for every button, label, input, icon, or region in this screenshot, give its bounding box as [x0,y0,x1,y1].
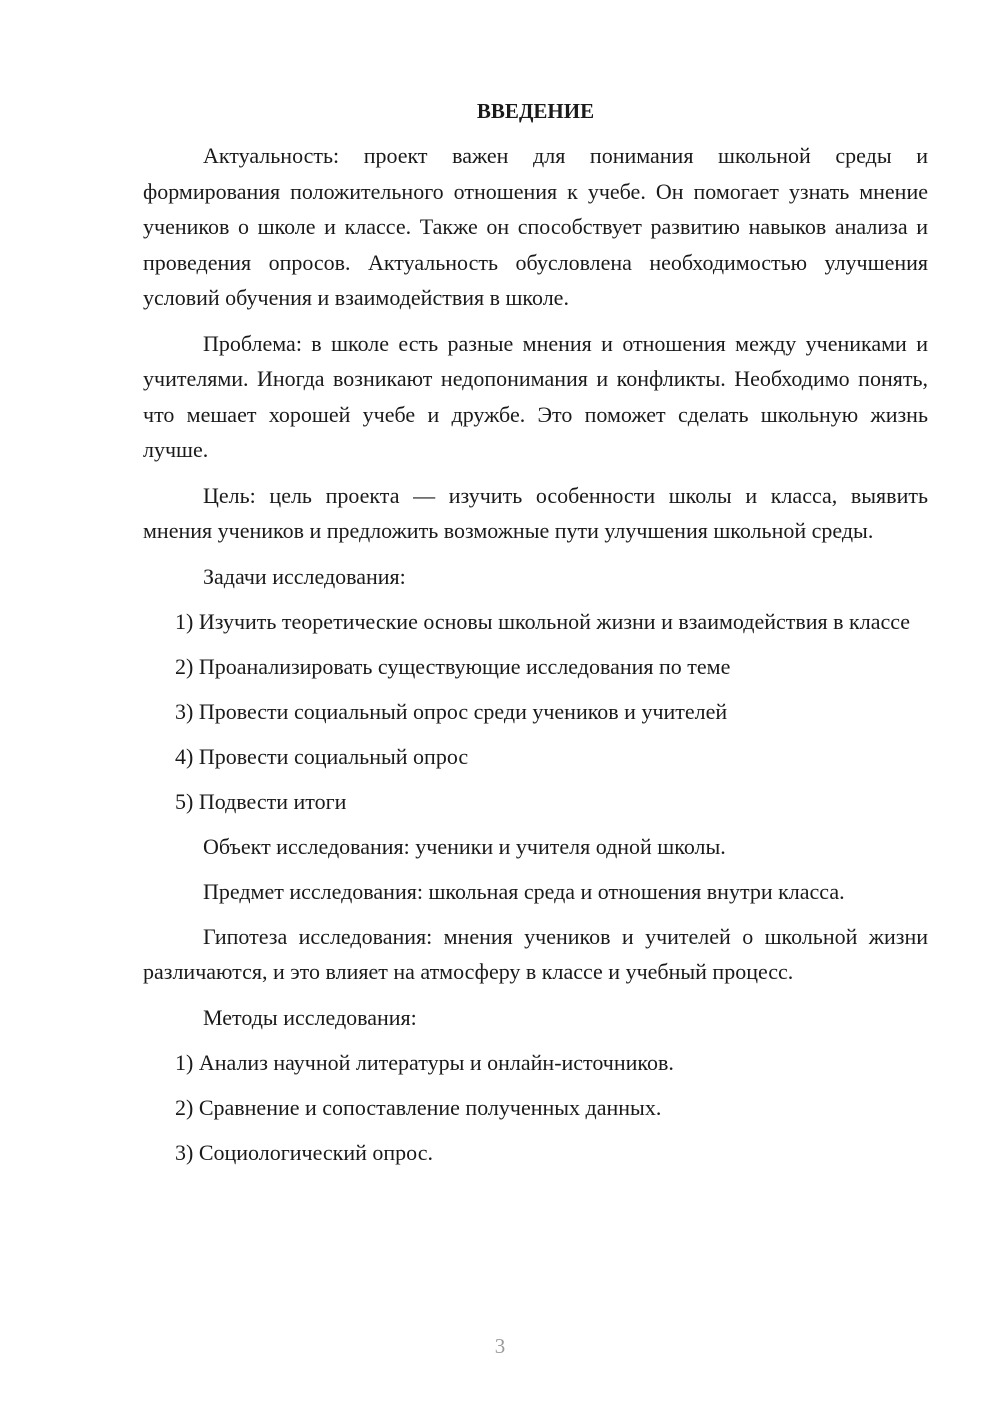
page-number: 3 [494,1334,506,1358]
methods-heading: Методы исследования: [203,1004,417,1030]
method-item: 2) Сравнение и сопоставление полученных данных. [175,1094,662,1120]
problem-paragraph: Проблема: в школе есть разные мнения и отношения между учениками и учителями. Иногда возникают недопонимания и конфликты. Необходимо понять, что мешает хорошей учебе и дружбе. Это поможет сделать школьную жизнь лучше. [143,330,928,462]
document-page [143,96,928,1180]
tasks-list [143,604,928,820]
task-item: 5) Подвести итоги [175,788,347,814]
methods-list [143,1045,928,1171]
method-item: 3) Социологический опрос. [175,1139,433,1165]
subject-paragraph: Предмет исследования: школьная среда и отношения внутри класса. [203,878,845,904]
page-title: ВВЕДЕНИЕ [476,99,595,123]
task-item: 4) Провести социальный опрос [175,743,469,769]
method-item: 1) Анализ научной литературы и онлайн-источников. [175,1049,674,1075]
object-paragraph: Объект исследования: ученики и учителя одной школы. [203,833,726,859]
relevance-paragraph: Актуальность: проект важен для понимания школьной среды и формирования положительного отношения к учебе. Он помогает узнать мнение учеников о школе и классе. Также он способствует развитию навыков анализа и проведения опросов. Актуальность обусловлена необходимостью улучшения условий обучения и взаимодействия в школе. [143,143,928,310]
hypothesis-paragraph: Гипотеза исследования: мнения учеников и учителей о школьной жизни различаются, и это влияет на атмосферу в классе и учебный процесс. [143,923,928,984]
task-item: 3) Провести социальный опрос среди учеников и учителей [175,698,728,724]
tasks-heading: Задачи исследования: [203,563,406,589]
task-item: 2) Проанализировать существующие исследования по теме [175,653,731,679]
goal-paragraph: Цель: цель проекта — изучить особенности школы и класса, выявить мнения учеников и предложить возможные пути улучшения школьной среды. [143,482,928,543]
task-item: 1) Изучить теоретические основы школьной жизни и взаимодействия в классе [175,608,911,634]
